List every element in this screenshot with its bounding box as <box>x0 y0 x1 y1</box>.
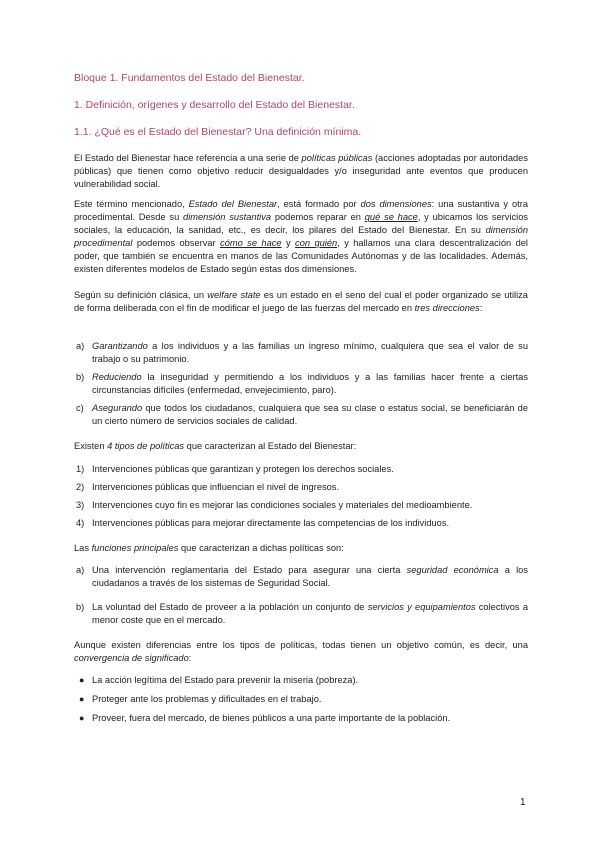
bullet-icon: ● <box>79 694 85 704</box>
function-item: b) La voluntad del Estado de proveer a la población un conjunto de servicios y equipamientos colectivos a menor coste que en el mercado. <box>76 602 529 625</box>
page-number: 1 <box>520 797 526 808</box>
paragraph-functions: Las funciones principales que caracterizan a dichas políticas son: <box>74 543 344 553</box>
policy-type-item: 3) Intervenciones cuyo fin es mejorar las condiciones sociales y materiales del medioambiente. <box>76 500 473 510</box>
paragraph-convergence: Aunque existen diferencias entre los tipos de políticas, todas tienen un objetivo común, es decir, una convergencia de significado: <box>74 640 528 663</box>
section-heading: 1. Definición, orígenes y desarrollo del Estado del Bienestar. <box>74 99 355 111</box>
subsection-heading: 1.1. ¿Qué es el Estado del Bienestar? Una definición mínima. <box>74 126 362 138</box>
bullet-icon: ● <box>79 675 85 685</box>
paragraph-policy-types: Existen 4 tipos de políticas que caracterizan al Estado del Bienestar: <box>74 441 357 451</box>
paragraph-dimensions: Este término mencionado, Estado del Bienestar, está formado por dos dimensiones: una sustantiva y otra procedimental. Desde su dimensión sustantiva podemos reparar en qué se hace, y ubicamos los servicios sociales, la educación, la sanidad, etc., es decir, los pilares del Estado del Bienestar. En su dimensión procedimental podemos observar cómo se hace y con quién, y hallamos una clara descentralización del poder, que también se encuentra en manos de las Comunidades Autónomas y de las localidades. Además, existen diferentes modelos de Estado según estas dos dimensiones. <box>74 199 529 274</box>
direction-item: a) Garantizando a los individuos y a las familias un ingreso mínimo, cualquiera que sea el valor de su trabajo o su patrimonio. <box>76 341 528 364</box>
policy-type-item: 1) Intervenciones públicas que garantizan y protegen los derechos sociales. <box>76 464 394 474</box>
paragraph-definition: El Estado del Bienestar hace referencia a una serie de políticas públicas (acciones adoptadas por autoridades públicas) que tienen como objetivo reducir desigualdades y/o inseguridad ante eventos que producen vulnerabilidad social. <box>74 153 528 189</box>
paragraph-classic-definition: Según su definición clásica, un welfare state es un estado en el seno del cual el poder organizado se utiliza de forma deliberada con el fin de modificar el juego de las fuerzas del mercado en tres direcciones: <box>74 290 528 313</box>
bullet-item: ● Proveer, fuera del mercado, de bienes públicos a una parte importante de la población. <box>79 713 451 723</box>
direction-item: b) Reduciendo la inseguridad y permitiendo a los individuos y a las familias hacer frente a ciertas circunstancias difíciles (enfermedad, envejecimiento, paro). <box>76 372 528 395</box>
direction-item: c) Asegurando que todos los ciudadanos, cualquiera que sea su clase o estatus social, se beneficiarán de un cierto número de servicios sociales de calidad. <box>76 403 528 426</box>
bullet-icon: ● <box>79 713 85 723</box>
bullet-item: ● Proteger ante los problemas y dificultades en el trabajo. <box>79 694 322 704</box>
policy-type-item: 4) Intervenciones públicas para mejorar directamente las competencias de los individuos. <box>76 518 450 528</box>
bullet-item: ● La acción legítima del Estado para prevenir la miseria (pobreza). <box>79 675 359 685</box>
policy-type-item: 2) Intervenciones públicas que influencian el nivel de ingresos. <box>76 482 340 492</box>
block-heading: Bloque 1. Fundamentos del Estado del Bienestar. <box>74 72 305 84</box>
function-item: a) Una intervención reglamentaria del Estado para asegurar una cierta seguridad económica a los ciudadanos a través de los sistemas de Seguridad Social. <box>76 565 529 588</box>
